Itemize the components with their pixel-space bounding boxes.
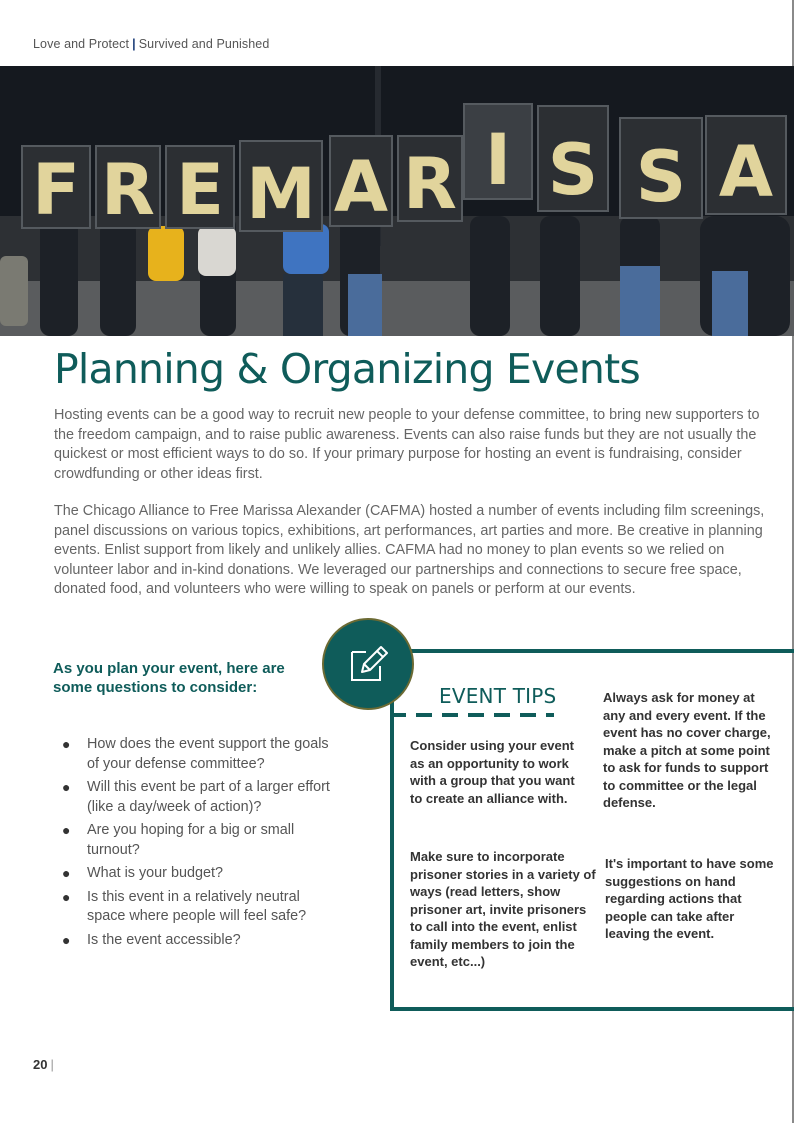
event-tips-badge: [322, 618, 414, 710]
dashed-divider: [390, 713, 554, 717]
header-right: Survived and Punished: [138, 37, 270, 51]
pencil-edit-icon: [346, 642, 390, 686]
sign-letter: R: [101, 149, 155, 231]
bullet-icon: ●: [62, 822, 71, 838]
list-item-text: Is this event in a relatively neutral space where people will feel safe?: [87, 888, 307, 924]
list-item-text: Will this event be part of a larger effort (like a day/week of action)?: [87, 779, 330, 815]
sign-letter: S: [635, 136, 687, 218]
bullet-icon: ●: [62, 736, 71, 752]
list-item: [62, 821, 337, 860]
list-item: [62, 864, 337, 884]
sign-letter: E: [176, 149, 224, 231]
protest-photo-illustration: [0, 66, 794, 336]
tip-ask-for-money: Always ask for money at any and every event. If the event has no cover charge, make a pitch at some point to ask for funds to support to committee or the legal defense.: [603, 690, 771, 810]
sign-letter: R: [403, 143, 457, 225]
tip-prisoner-stories: Make sure to incorporate prisoner stories in a variety of ways (read letters, show prisoner art, invite prisoners to call into the event, enlist family members to join the event, etc...): [410, 849, 596, 969]
bullet-icon: ●: [62, 888, 71, 905]
list-item: [62, 888, 337, 927]
list-item: [62, 931, 337, 951]
bullet-icon: ●: [62, 865, 71, 881]
sign-letter: A: [718, 131, 774, 213]
sign-letter: A: [333, 146, 389, 228]
header-photo: [0, 66, 794, 336]
list-item-text: How does the event support the goals of your defense committee?: [87, 736, 329, 772]
sign-letter: I: [484, 119, 512, 201]
tip-alliance: Consider using your event as an opportunity to work with a group that you want to create an alliance with.: [410, 738, 575, 806]
page-title: Planning & Organizing Events: [54, 345, 640, 393]
list-item-text: Are you hoping for a big or small turnout?: [87, 822, 295, 858]
list-item-text: What is your budget?: [87, 865, 223, 881]
running-header: [33, 37, 269, 51]
tip-suggested-actions: It's important to have some suggestions on hand regarding actions that people can take after leaving the event.: [605, 856, 774, 941]
list-item: [62, 778, 337, 817]
header-separator: |: [132, 37, 136, 51]
intro-paragraph: Hosting events can be a good way to recruit new people to your defense committee, to bring new supporters to the freedom campaign, and to raise public awareness. Events can also raise funds but they are not usually the quickest or most efficient ways to do so. If your primary purpose for hosting an event is fundraising, consider crowdfunding or other ideas first.: [54, 407, 760, 482]
sign-letter: S: [547, 129, 599, 211]
list-item: [62, 735, 337, 774]
page-number-separator: |: [50, 1057, 54, 1072]
bullet-icon: ●: [62, 931, 71, 948]
page-number-value: 20: [33, 1057, 48, 1072]
bullet-icon: ●: [62, 779, 71, 795]
event-tips-title: EVENT TIPS: [439, 684, 557, 708]
list-item-text: Is the event accessible?: [87, 931, 241, 948]
sign-letter: M: [246, 153, 316, 235]
questions-heading: As you plan your event, here are some questions to consider:: [53, 660, 285, 696]
header-left: Love and Protect: [33, 37, 130, 51]
cafma-paragraph: The Chicago Alliance to Free Marissa Alexander (CAFMA) hosted a number of events including film screenings, panel discussions on various topics, exhibitions, art performances, art parties and more. Be creative in planning events. Enlist support from likely and unlikely allies. CAFMA had no money to plan events so we relied on volunteer labor and in-kind donations. We leveraged our partnerships and connections to secure free space, donated food, and volunteers who were willing to speak on panels or perform at our events.: [54, 503, 765, 597]
questions-list: [62, 735, 337, 954]
sign-letter: F: [32, 149, 80, 231]
page-number: [33, 1057, 54, 1072]
